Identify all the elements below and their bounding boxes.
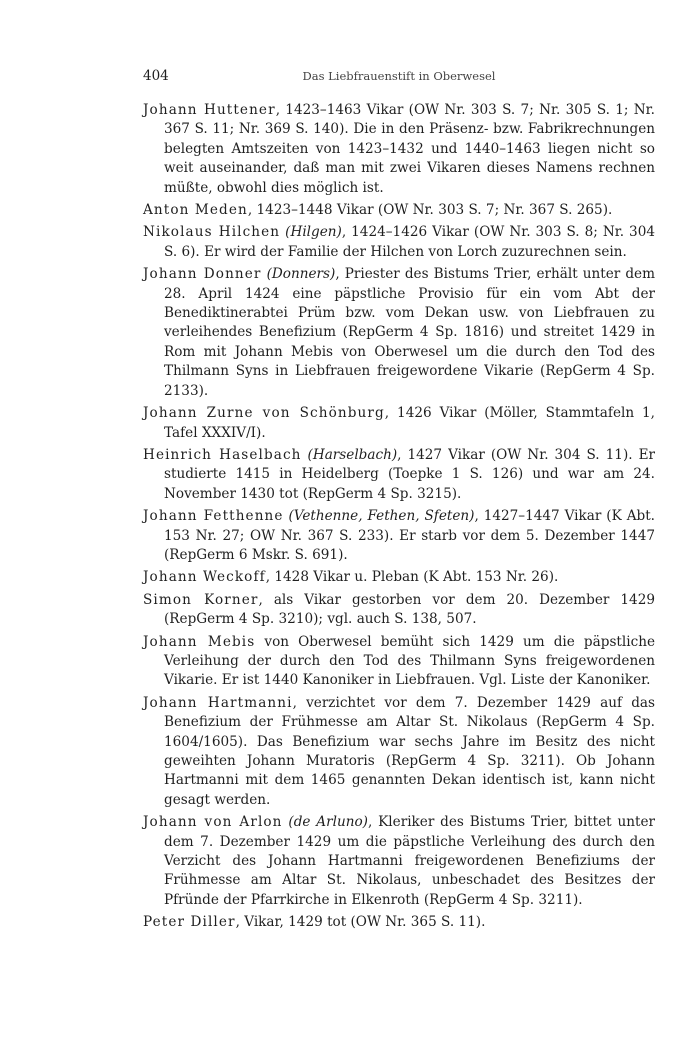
list-entry xyxy=(143,201,655,220)
list-entry xyxy=(143,223,655,262)
entry-name: Johann Fetthenne xyxy=(143,508,284,525)
vicar-list xyxy=(143,101,655,936)
list-entry xyxy=(143,568,655,587)
list-entry xyxy=(143,507,655,565)
entry-text: , Vikar, 1429 tot (OW Nr. 365 S. 11). xyxy=(235,914,486,931)
entry-name-variant: (Donners) xyxy=(266,266,336,283)
entry-text: , 1427 Vikar (OW Nr. 304 S. 11). Er studierte 1415 in Heidelberg (Toepke 1 S. 126) und war am 24. November 1430 tot (RepGerm 4 Sp. 3215). xyxy=(164,446,655,502)
entry-text: , als Vikar gestorben vor dem 20. Dezember 1429 (RepGerm 4 Sp. 3210); vgl. auch S. 138, 507. xyxy=(164,591,656,628)
entry-text: , 1423–1448 Vikar (OW Nr. 303 S. 7; Nr. 367 S. 265). xyxy=(247,202,613,219)
list-entry xyxy=(143,101,655,198)
list-entry xyxy=(143,813,655,910)
entry-name: Anton Meden xyxy=(143,202,248,219)
entry-name-variant: (Vethenne, Fethen, Sfeten) xyxy=(288,508,475,525)
entry-text: , Kleriker des Bistums Trier, bittet unter dem 7. Dezember 1429 um die päpstliche Verleihung des durch den Verzicht des Johann Hartmanni freigewordenen Benefiziums der Frühmesse am Altar St. Nikolaus, unbeschadet des Besitzes der Pfründe der Pfarrkirche in Elkenroth (RepGerm 4 Sp. 3211). xyxy=(164,814,655,908)
entry-name: Johann Zurne von Schönburg xyxy=(143,405,385,422)
entry-name: Johann von Arlon xyxy=(143,814,283,831)
entry-text: , 1424–1426 Vikar (OW Nr. 303 S. 8; Nr. 304 S. 6). Er wird der Familie der Hilchen von Lorch zuzurechnen sein. xyxy=(164,224,655,260)
entry-name-variant: (de Arluno) xyxy=(288,814,368,831)
list-entry xyxy=(143,913,655,932)
entry-name: Johann Weckoff xyxy=(143,569,266,586)
running-title: Das Liebfrauenstift in Oberwesel xyxy=(302,69,496,83)
list-entry xyxy=(143,694,655,810)
entry-name: Nikolaus Hilchen xyxy=(143,224,281,241)
entry-name-variant: (Harselbach) xyxy=(307,446,398,463)
list-entry xyxy=(143,591,655,630)
entry-name: Peter Diller xyxy=(143,914,236,931)
list-entry xyxy=(143,404,655,443)
page-header xyxy=(143,68,655,88)
entry-text: von Oberwesel bemüht sich 1429 um die päpstliche Verleihung der durch den Tod des Thilmann Syns freigewordenen Vikarie. Er ist 1440 Kanoniker in Liebfrauen. Vgl. Liste der Kanoniker. xyxy=(164,633,655,689)
entry-text: , 1426 Vikar (Möller, Stammtafeln 1, Tafel XXXIV/I). xyxy=(164,405,655,441)
entry-name-variant: (Hilgen) xyxy=(285,224,342,241)
entry-text: , Priester des Bistums Trier, erhält unter dem 28. April 1424 eine päpstliche Provisio für ein vom Abt der Benediktinerabtei Prüm bzw. vom Dekan usw. von Liebfrauen zu verleihendes Benefizium (RepGerm 4 Sp. 1816) und streitet 1429 in Rom mit Johann Mebis von Oberwesel um die durch den Tod des Thilmann Syns in Liebfrauen freigewordene Vikarie (RepGerm 4 Sp. 2133). xyxy=(164,266,655,399)
list-entry xyxy=(143,446,655,504)
entry-text: , verzichtet vor dem 7. Dezember 1429 auf das Benefizium der Frühmesse am Altar St. Nikolaus (RepGerm 4 Sp. 1604/1605). Das Benefizium war sechs Jahre im Besitz des nicht geweihten Johann Muratoris (RepGerm 4 Sp. 3211). Ob Johann Hartmanni mit dem 1465 genannten Dekan identisch ist, kann nicht gesagt werden. xyxy=(164,694,656,808)
entry-text: , 1428 Vikar u. Pleban (K Abt. 153 Nr. 26). xyxy=(265,569,559,586)
entry-text: , 1423–1463 Vikar (OW Nr. 303 S. 7; Nr. 305 S. 1; Nr. 367 S. 11; Nr. 369 S. 140). Die in den Präsenz- bzw. Fabrikrechnungen belegten Amtszeiten von 1423–1432 und 1440–1463 liegen nicht so weit auseinander, daß man mit zwei Vikaren dieses Namens rechnen müßte, obwohl dies möglich ist. xyxy=(164,102,656,196)
entry-name: Johann Donner xyxy=(143,266,262,283)
entry-name: Johann Mebis xyxy=(143,633,256,650)
entry-name: Johann Hartmanni xyxy=(143,694,293,711)
entry-name: Simon Korner xyxy=(143,591,259,608)
entry-name: Johann Huttener xyxy=(143,102,276,118)
entry-text: , 1427–1447 Vikar (K Abt. 153 Nr. 27; OW Nr. 367 S. 233). Er starb vor dem 5. Dezember 1447 (RepGerm 6 Mskr. S. 691). xyxy=(164,508,655,563)
page-number: 404 xyxy=(143,68,169,84)
list-entry xyxy=(143,265,655,401)
entry-name: Heinrich Haselbach xyxy=(143,446,302,463)
list-entry xyxy=(143,633,655,691)
